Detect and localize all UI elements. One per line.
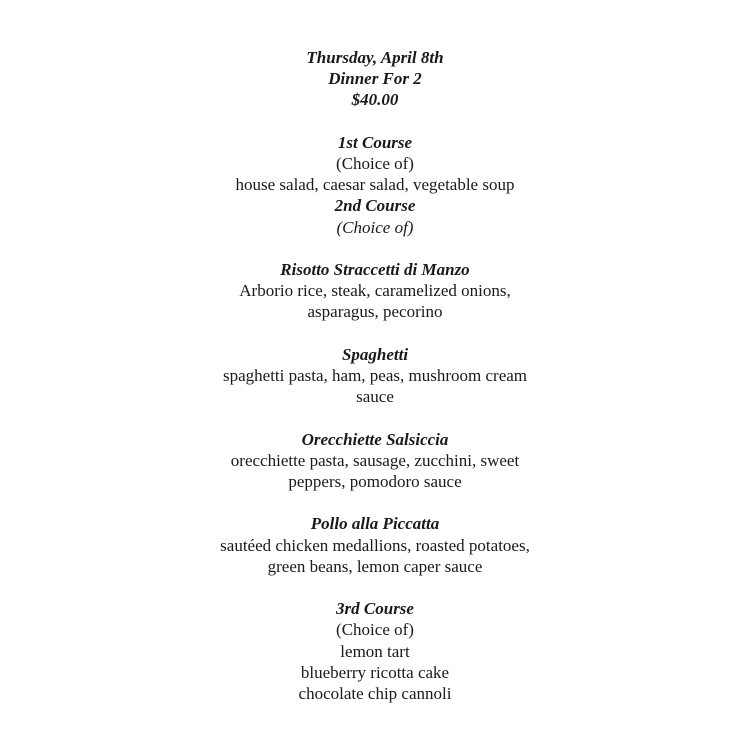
dish-description: sautéed chicken medallions, roasted potatoes, (220, 535, 530, 555)
course-3-title: 3rd Course (336, 599, 414, 619)
course-2-title: 2nd Course (334, 196, 416, 216)
course-1-title: 1st Course (337, 132, 413, 152)
dish-description: Arborio rice, steak, caramelized onions, (239, 281, 511, 301)
course-3-choice: (Choice of) (336, 620, 414, 640)
dish-name: Risotto Straccetti di Manzo (280, 260, 470, 279)
menu-price: $40.00 (351, 90, 399, 110)
menu-date: Thursday, April 8th (306, 48, 444, 67)
dish-name: Spaghetti (341, 344, 409, 364)
dish-name: Orecchiette Salsiccia (301, 429, 449, 449)
course-1-choice: (Choice of) (336, 154, 414, 173)
dish-description: orecchiette pasta, sausage, zucchini, sweet (230, 450, 520, 470)
dish-description: asparagus, pecorino (307, 302, 443, 322)
course-2-choice: (Choice of) (336, 217, 414, 237)
dessert-item: blueberry ricotta cake (300, 662, 450, 682)
dish-name: Pollo alla Piccatta (310, 514, 440, 534)
dish-description: peppers, pomodoro sauce (288, 472, 462, 491)
dessert-item: lemon tart (340, 641, 410, 661)
course-1-options: house salad, caesar salad, vegetable soup (235, 175, 515, 195)
dessert-item: chocolate chip cannoli (298, 684, 452, 703)
dish-description: spaghetti pasta, ham, peas, mushroom cream (222, 366, 528, 385)
dish-description: sauce (356, 387, 394, 407)
menu-title: Dinner For 2 (328, 69, 422, 89)
dish-description: green beans, lemon caper sauce (267, 556, 483, 576)
